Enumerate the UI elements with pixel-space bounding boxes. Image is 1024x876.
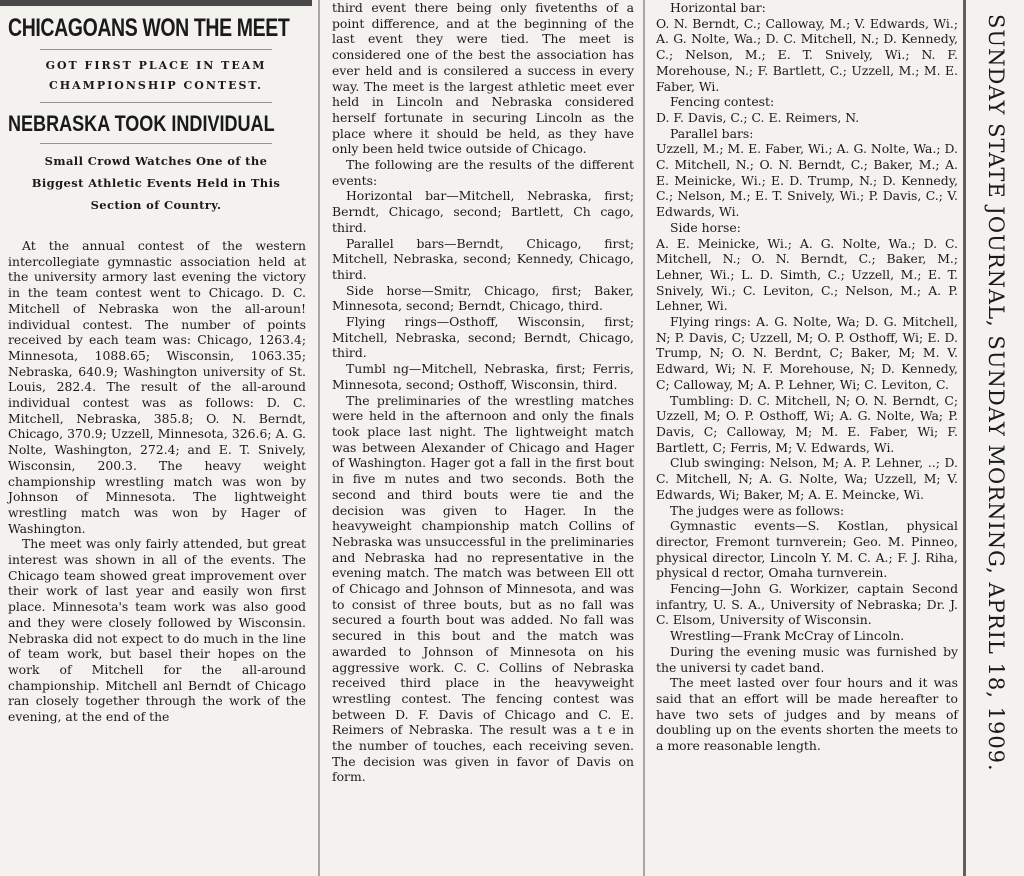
- paragraph: Parallel bars—Berndt, Chicago, first; Mitchell, Nebraska, second; Kennedy, Chicago, third.: [332, 235, 634, 282]
- results-paragraph: The meet lasted over four hours and it was said that an effort will be made hereafter to have two sets of judges and by means of doubling up on the events shorten the meets to a more reasonable length.: [656, 675, 958, 754]
- divider: [40, 102, 272, 103]
- results-paragraph: Tumbling: D. C. Mitchell, N; O. N. Berndt, C; Uzzell, M; O. P. Osthoff, Wi; A. G. Nolte, Wa; P. Davis, C; Calloway, M; M. E. Faber, Wi; F. Bartlett, C; Ferris, M; V. Edwards, Wi.: [656, 392, 958, 455]
- paragraph: The meet was only fairly attended, but great interest was shown in all of the events. The Chicago team showed great improvement over their work of last year and easily won first place. Minnesota's team work was also good and they were closely followed by Wisconsin. Nebraska did not expect to do much in the line of team work, but basel their hopes on the work of Mitchell for the all-around championship. Mitchell anl Berndt of Chicago ran closely together through the work of the evening, at the end of the: [8, 536, 306, 725]
- column-rule: [643, 0, 645, 876]
- paragraph: At the annual contest of the western intercollegiate gymnastic association held at the university armory last evening the victory in the team contest went to Chicago. D. C. Mitchell of Nebraska won the all-aroun! individual contest. The number of points received by each team was: Chicago, 1263.4; Minnesota, 1088.65; Wisconsin, 1063.35; Nebraska, 640.9; Washington university of St. Louis, 282.4. The result of the all-around individual contest was as follows: D. C. Mitchell, Nebraska, 385.8; O. N. Berndt, Chicago, 370.9; Uzzell, Minnesota, 326.6; A. G. Nolte, Washington, 272.4; and E. T. Snively, Wisconsin, 200.3. The heavy weight championship wrestling match was won by Johnson of Minnesota. The lightweight wrestling match was won by Hager of Washington.: [8, 238, 306, 536]
- results-paragraph: O. N. Berndt, C.; Calloway, M.; V. Edwards, Wi.; A. G. Nolte, Wa.; D. C. Mitchell, N.; D. Kennedy, C.; Nelson, M.; E. T. Snively, Wi.; N. F. Morehouse, N.; F. Bartlett, C.; Uzzell, M.; M. E. Faber, Wi.: [656, 15, 958, 94]
- masthead-rule: [963, 0, 966, 876]
- column-rule: [318, 0, 320, 876]
- results-paragraph: Parallel bars:: [670, 125, 754, 141]
- headline: CHICAGOANS WON THE MEET: [8, 14, 290, 42]
- paragraph: Side horse—Smitr, Chicago, first; Baker, Minnesota, second; Berndt, Chicago, third.: [332, 282, 634, 314]
- results-paragraph: Club swinging: Nelson, M; A. P. Lehner, ..; D. C. Mitchell, N; A. G. Nolte, Wa; Uzzell, M; V. Edwards, Wi; Baker, M; A. E. Meincke, Wi.: [656, 455, 958, 502]
- results-paragraph: D. F. Davis, C.; C. E. Reimers, N.: [656, 109, 860, 125]
- paragraph: The following are the results of the different events:: [332, 157, 634, 188]
- column-2: [326, 0, 638, 785]
- results-paragraph: Gymnastic events—S. Kostlan, physical director, Fremont turnverein; Geo. M. Pinneo, physical director, Lincoln Y. M. C. A.; F. J. Riha, physical d rector, Omaha turnverein.: [656, 518, 958, 581]
- paragraph: The preliminaries of the wrestling matches were held in the afternoon and only the finals took place last night. The lightweight match was between Alexander of Chicago and Hager of Washington. Hager got a fall in the first bout in five m nutes and two seconds. Both the second and third bouts were tie and the decision was given to Hager. In the heavyweight championship match Collins of Nebraska was unsuccessful in the preliminaries and Nebraska had no representative in the evening match. The match was between Ell ott of Chicago and Johnson of Minnesota, and was to consist of three bouts, but as no fall was secured a fourth bout was added. No fall was secured in this bout and the match was awarded to Johnson of Minnesota on his aggressive work. C. C. Collins of Nebraska received third place in the heavyweight wrestling contest. The fencing contest was between D. F. Davis of Chicago and C. E. Reimers of Nebraska. The result was a t e in the number of touches, each receiving seven. The decision was given in favor of Davis on form.: [332, 392, 634, 785]
- article-body-col2: [332, 0, 634, 785]
- divider: [40, 143, 272, 144]
- paragraph: Horizontal bar—Mitchell, Nebraska, first; Berndt, Chicago, second; Bartlett, Ch cago, third.: [332, 188, 634, 235]
- column-1: [0, 0, 312, 725]
- paragraph: third event there being only fivetenths of a point difference, and at the beginning of the last event they were tied. The meet is considered one of the best the association has ever held and is consilered a success in every way. The meet is the largest athletic meet ever held in Lincoln and Nebraska considered herself fortunate in securing Lincoln as the place where it should be held, as they have only been held twice outside of Chicago.: [332, 0, 634, 157]
- masthead-dateline: SUNDAY STATE JOURNAL, SUNDAY MORNING, APRIL 18, 1909.: [984, 14, 1008, 772]
- results-paragraph: Flying rings: A. G. Nolte, Wa; D. G. Mitchell, N; P. Davis, C; Uzzell, M; O. P. Osthoff, Wi; E. D. Trump, N; O. N. Berdnt, C; Baker, M; M. V. Edward, Wi; N. F. Morehouse, N; D. Kennedy, C; Calloway, M; A. P. Lehner, Wi; C. Leviton, C.: [656, 314, 958, 392]
- results-paragraph: Fencing—John G. Workizer, captain Second infantry, U. S. A., University of Nebraska; Dr. J. C. Elsom, University of Wisconsin.: [656, 581, 958, 628]
- article-body-col1: [8, 238, 306, 725]
- results-paragraph: During the evening music was furnished by the universi ty cadet band.: [656, 643, 958, 675]
- results-paragraph: A. E. Meinicke, Wi.; A. G. Nolte, Wa.; D. C. Mitchell, N.; O. N. Berndt, C.; Baker, M.; Lehner, Wi.; L. D. Simth, C.; Uzzell, M.; E. T. Snively, Wi.; C. Leviton, C.; Nelson, M.; A. P. Lehner, Wi.: [656, 235, 958, 314]
- results-paragraph: Wrestling—Frank McCray of Lincoln.: [670, 628, 905, 644]
- subheading-2: NEBRASKA TOOK INDIVIDUAL: [8, 111, 275, 136]
- paragraph: Flying rings—Osthoff, Wisconsin, first; Mitchell, Nebraska, second; Berndt, Chicago, third.: [332, 314, 634, 361]
- paragraph: Tumbl ng—Mitchell, Nebraska, first; Ferris, Minnesota, second; Osthoff, Wisconsin, third.: [332, 361, 634, 392]
- results-paragraph: Side horse:: [670, 219, 741, 235]
- results-paragraph: The judges were as follows:: [670, 502, 845, 518]
- masthead-strip: [968, 0, 1024, 876]
- divider: [40, 49, 272, 50]
- column-3: [650, 0, 962, 754]
- subheading-1: GOT FIRST PLACE IN TEAM CHAMPIONSHIP CONTEST.: [45, 59, 267, 92]
- article-body-col3: [656, 0, 958, 754]
- results-paragraph: Fencing contest:: [670, 94, 775, 110]
- subheading-3: Small Crowd Watches One of the Biggest Athletic Events Held in This Section of Country.: [31, 154, 281, 212]
- results-paragraph: Uzzell, M.; M. E. Faber, Wi.; A. G. Nolte, Wa.; D. C. Mitchell, N.; O. N. Berndt, C.; Baker, M.; A. E. Meinicke, Wi.; E. D. Trump, N.; D. Kennedy, C.; Nelson, M.; E. T. Snively, Wi.; P. Davis, C.; V. Edwards, Wi.: [656, 141, 958, 220]
- results-paragraph: Horizontal bar:: [670, 0, 766, 15]
